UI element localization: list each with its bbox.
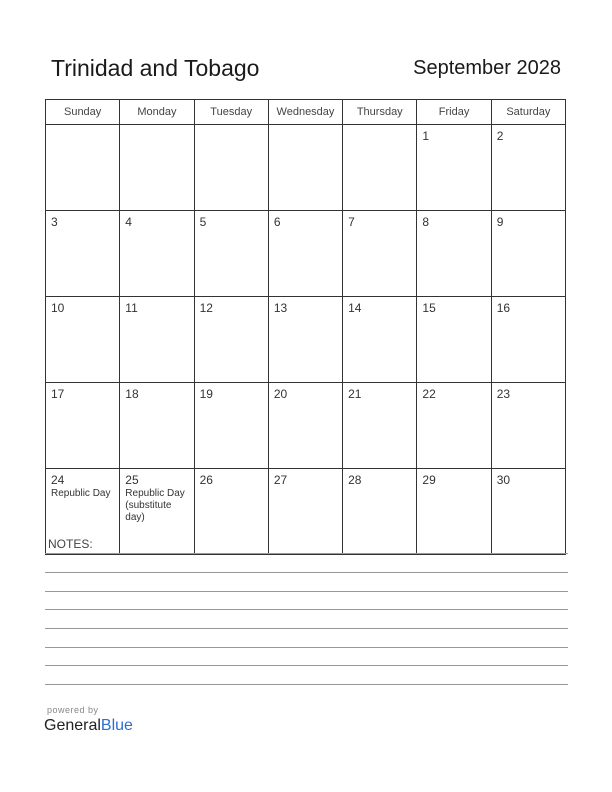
day-number: 12	[199, 301, 213, 315]
weekday-monday: Monday	[120, 100, 194, 125]
day-number: 27	[273, 473, 288, 487]
generalblue-logo[interactable]	[44, 717, 133, 735]
brand-general: General	[44, 717, 101, 734]
day-cell-29	[417, 469, 491, 555]
week-row	[46, 383, 566, 469]
day-number: 24	[51, 473, 65, 487]
note-line	[45, 553, 568, 554]
day-cell-10	[46, 297, 120, 383]
day-number: 17	[51, 387, 65, 401]
day-cell-6	[268, 211, 342, 297]
day-cell-11	[120, 297, 194, 383]
day-number: 23	[496, 387, 511, 401]
month-year-title: September 2028	[413, 57, 561, 79]
weekday-saturday: Saturday	[491, 100, 565, 125]
day-number: 29	[422, 473, 436, 487]
week-row	[46, 469, 566, 555]
day-number: 14	[348, 301, 362, 315]
empty-day-cell	[120, 125, 194, 211]
calendar-grid	[45, 99, 566, 555]
day-cell-19	[194, 383, 268, 469]
day-cell-20	[268, 383, 342, 469]
day-number: 7	[348, 215, 355, 229]
day-number: 2	[496, 129, 504, 143]
day-number: 21	[348, 387, 362, 401]
day-number: 8	[422, 215, 430, 229]
day-number: 9	[496, 215, 504, 229]
day-cell-30	[491, 469, 565, 555]
note-line	[45, 647, 568, 648]
day-number: 11	[125, 301, 138, 315]
day-number: 22	[422, 387, 436, 401]
week-row	[46, 125, 566, 211]
day-cell-7	[343, 211, 417, 297]
note-line	[45, 628, 568, 629]
weekday-header-row	[46, 100, 566, 125]
holiday-label: Republic Day	[51, 488, 111, 499]
day-number: 26	[199, 473, 213, 487]
day-cell-14	[343, 297, 417, 383]
day-cell-13	[268, 297, 342, 383]
day-cell-22	[417, 383, 491, 469]
day-number: 15	[422, 301, 436, 315]
weekday-thursday: Thursday	[343, 100, 417, 125]
note-line	[45, 665, 568, 666]
day-cell-12	[194, 297, 268, 383]
day-number: 16	[496, 301, 511, 315]
day-cell-21	[343, 383, 417, 469]
empty-day-cell	[194, 125, 268, 211]
day-cell-16	[491, 297, 565, 383]
empty-day-cell	[46, 125, 120, 211]
day-number: 1	[422, 129, 430, 143]
weekday-friday: Friday	[417, 100, 491, 125]
day-cell-27	[268, 469, 342, 555]
day-cell-4	[120, 211, 194, 297]
day-cell-23	[491, 383, 565, 469]
weekday-sunday: Sunday	[46, 100, 120, 125]
country-title: Trinidad and Tobago	[51, 55, 260, 81]
note-line	[45, 572, 568, 573]
day-cell-28	[343, 469, 417, 555]
day-cell-8	[417, 211, 491, 297]
day-number: 25	[125, 473, 139, 487]
day-cell-17	[46, 383, 120, 469]
day-number: 3	[51, 215, 58, 229]
day-number: 20	[273, 387, 288, 401]
empty-day-cell	[268, 125, 342, 211]
note-line	[45, 609, 568, 610]
day-cell-18	[120, 383, 194, 469]
day-cell-15	[417, 297, 491, 383]
weekday-wednesday: Wednesday	[268, 100, 342, 125]
day-number: 28	[348, 473, 362, 487]
brand-blue: Blue	[100, 717, 133, 734]
holiday-label: Republic Day (substitute day)	[125, 488, 185, 523]
weekday-tuesday: Tuesday	[194, 100, 268, 125]
day-cell-25	[120, 469, 194, 555]
day-number: 18	[125, 387, 139, 401]
day-number: 5	[199, 215, 207, 229]
empty-day-cell	[343, 125, 417, 211]
day-number: 10	[51, 301, 65, 315]
day-number: 19	[199, 387, 213, 401]
week-row	[46, 297, 566, 383]
day-cell-1	[417, 125, 491, 211]
day-cell-3	[46, 211, 120, 297]
day-cell-2	[491, 125, 565, 211]
note-line	[45, 684, 568, 685]
day-cell-9	[491, 211, 565, 297]
day-number: 4	[125, 215, 132, 229]
week-row	[46, 211, 566, 297]
day-number: 30	[496, 473, 511, 487]
day-number: 13	[273, 301, 288, 315]
day-cell-5	[194, 211, 268, 297]
powered-by-text: powered by	[47, 705, 99, 715]
day-cell-26	[194, 469, 268, 555]
notes-label: NOTES:	[48, 537, 93, 551]
day-number: 6	[273, 215, 281, 229]
note-line	[45, 591, 568, 592]
